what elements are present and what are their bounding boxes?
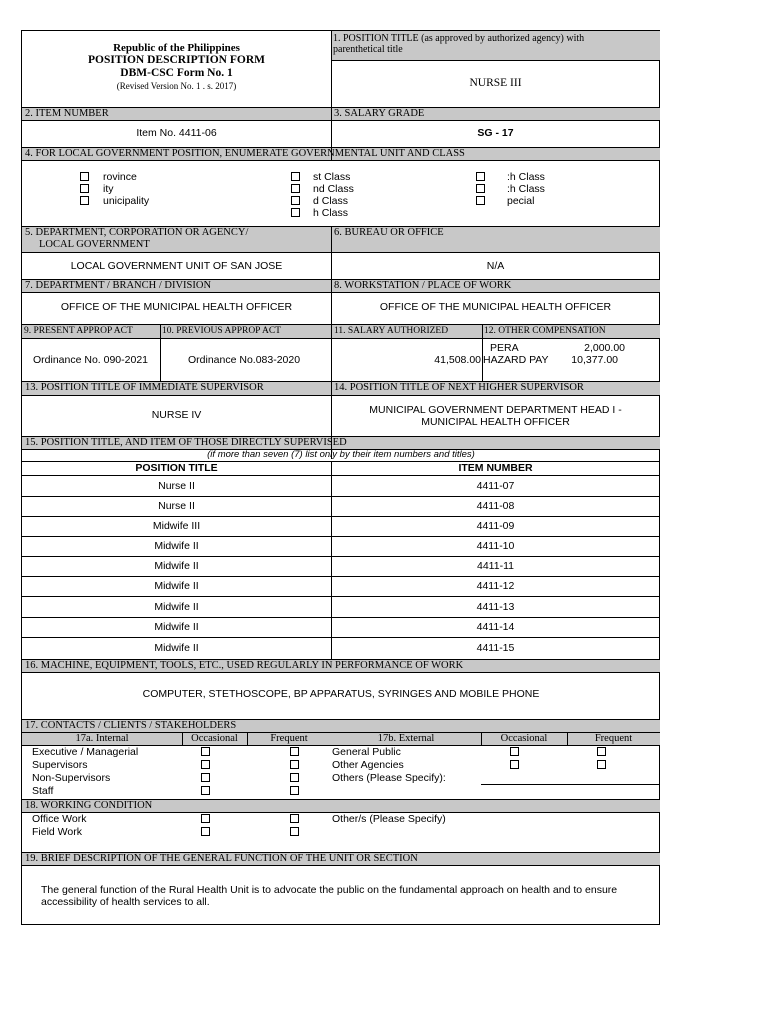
item-number-label: 2. ITEM NUMBER	[25, 108, 109, 119]
special-class-checkbox[interactable]	[476, 196, 485, 205]
class-option-label: st Class	[313, 171, 351, 183]
class-option-label: :h Class	[507, 171, 545, 183]
class-option-label: nd Class	[313, 183, 354, 195]
workstation-value[interactable]: OFFICE OF THE MUNICIPAL HEALTH OFFICER	[379, 301, 612, 313]
present-approp-label: 9. PRESENT APPROP ACT	[24, 326, 133, 336]
working-condition-label: 18. WORKING CONDITION	[25, 800, 153, 811]
item-number-header: ITEM NUMBER	[458, 462, 533, 474]
contact-staff-label: Staff	[32, 785, 54, 797]
contact-others-label: Others (Please Specify):	[332, 772, 446, 784]
field-work-frequent-checkbox[interactable]	[290, 827, 299, 836]
class-option-label: d Class	[313, 195, 349, 207]
class-option-label: :h Class	[507, 183, 545, 195]
external-frequent-header: Frequent	[594, 733, 633, 744]
internal-header: 17a. Internal	[75, 733, 129, 744]
supervised-item-number[interactable]: 4411-12	[476, 580, 515, 592]
office-work-occasional-checkbox[interactable]	[201, 814, 210, 823]
next-supervisor-label: 14. POSITION TITLE OF NEXT HIGHER SUPERVISOR	[334, 382, 584, 393]
office-work-label: Office Work	[32, 813, 87, 825]
supervised-position-title[interactable]: Midwife II	[154, 540, 199, 552]
other-conditions-label: Other/s (Please Specify)	[332, 813, 446, 825]
staff-frequent-checkbox[interactable]	[290, 786, 299, 795]
republic-text: Republic of the Philippines	[113, 42, 240, 54]
pera-label: PERA	[490, 342, 519, 354]
supervised-note: (if more than seven (7) list only by their item numbers and titles)	[207, 449, 475, 460]
position-title-header: POSITION TITLE	[135, 462, 218, 474]
general-function-value[interactable]: The general function of the Rural Health Unit is to advocate the public on the fundamental approach on health and to ensure accessibility of health services to all.	[41, 884, 618, 908]
immediate-supervisor-label: 13. POSITION TITLE OF IMMEDIATE SUPERVISOR	[25, 382, 264, 393]
present-approp-value[interactable]: Ordinance No. 090-2021	[33, 354, 148, 366]
bureau-label: 6. BUREAU OR OFFICE	[334, 227, 444, 238]
class-6-checkbox[interactable]	[476, 184, 485, 193]
division-label: 7. DEPARTMENT / BRANCH / DIVISION	[25, 280, 212, 291]
general-public-occasional-checkbox[interactable]	[510, 747, 519, 756]
supervised-position-title[interactable]: Nurse II	[158, 500, 195, 512]
equipment-value[interactable]: COMPUTER, STETHOSCOPE, BP APPARATUS, SYRINGES AND MOBILE PHONE	[142, 688, 540, 700]
supervised-position-title[interactable]: Nurse II	[158, 480, 195, 492]
other-agencies-frequent-checkbox[interactable]	[597, 760, 606, 769]
department-label-2: LOCAL GOVERNMENT	[39, 239, 150, 250]
bureau-value[interactable]: N/A	[486, 260, 505, 272]
next-supervisor-value-1[interactable]: MUNICIPAL GOVERNMENT DEPARTMENT HEAD I -	[369, 404, 622, 416]
non-supervisors-frequent-checkbox[interactable]	[290, 773, 299, 782]
internal-frequent-header: Frequent	[270, 733, 308, 744]
supervised-position-title[interactable]: Midwife II	[154, 642, 199, 654]
class-5-checkbox[interactable]	[476, 172, 485, 181]
supervised-label: 15. POSITION TITLE, AND ITEM OF THOSE DIRECTLY SUPERVISED	[25, 437, 347, 448]
field-work-label: Field Work	[32, 826, 82, 838]
salary-grade-value[interactable]: SG - 17	[477, 127, 514, 139]
position-description-form	[21, 30, 660, 925]
pera-value[interactable]: 2,000.00	[584, 342, 625, 354]
salary-authorized-value[interactable]: 41,508.00	[434, 354, 481, 366]
division-value[interactable]: OFFICE OF THE MUNICIPAL HEALTH OFFICER	[60, 301, 293, 313]
executive-occasional-checkbox[interactable]	[201, 747, 210, 756]
class-4-checkbox[interactable]	[291, 208, 300, 217]
workstation-label: 8. WORKSTATION / PLACE OF WORK	[334, 280, 512, 291]
department-label: 5. DEPARTMENT, CORPORATION OR AGENCY/	[25, 227, 249, 238]
contact-supervisors-label: Supervisors	[32, 759, 88, 771]
position-title-label: 1. POSITION TITLE (as approved by authorized agency) with parenthetical title	[333, 33, 585, 55]
municipality-checkbox[interactable]	[80, 196, 89, 205]
class-2-checkbox[interactable]	[291, 184, 300, 193]
general-public-frequent-checkbox[interactable]	[597, 747, 606, 756]
contact-general-public-label: General Public	[332, 746, 401, 758]
lgu-class-label: 4. FOR LOCAL GOVERNMENT POSITION, ENUMERATE GOVERNMENTAL UNIT AND CLASS	[25, 148, 465, 159]
class-3-checkbox[interactable]	[291, 196, 300, 205]
department-value[interactable]: LOCAL GOVERNMENT UNIT OF SAN JOSE	[70, 260, 283, 272]
lgu-option-label: ity	[103, 183, 114, 195]
item-number-value[interactable]: Item No. 4411-06	[136, 127, 217, 139]
lgu-option-label: rovince	[103, 171, 137, 183]
next-supervisor-value-2[interactable]: MUNICIPAL HEALTH OFFICER	[421, 416, 570, 428]
lgu-option-label: unicipality	[103, 195, 150, 207]
previous-approp-label: 10. PREVIOUS APPROP ACT	[162, 326, 281, 336]
supervisors-frequent-checkbox[interactable]	[290, 760, 299, 769]
form-revision: (Revised Version No. 1 . s. 2017)	[116, 81, 237, 91]
other-agencies-occasional-checkbox[interactable]	[510, 760, 519, 769]
supervised-item-number[interactable]: 4411-10	[476, 540, 515, 552]
contact-executive-label: Executive / Managerial	[32, 746, 139, 758]
form-number: DBM-CSC Form No. 1	[120, 67, 233, 79]
class-1-checkbox[interactable]	[291, 172, 300, 181]
class-option-label: pecial	[507, 195, 535, 207]
previous-approp-value[interactable]: Ordinance No.083-2020	[188, 354, 301, 366]
supervised-item-number[interactable]: 4411-07	[476, 480, 515, 492]
hazard-pay-value[interactable]: 10,377.00	[571, 354, 618, 366]
class-option-label: h Class	[313, 207, 349, 219]
staff-occasional-checkbox[interactable]	[201, 786, 210, 795]
office-work-frequent-checkbox[interactable]	[290, 814, 299, 823]
field-work-occasional-checkbox[interactable]	[201, 827, 210, 836]
supervised-item-number[interactable]: 4411-09	[476, 520, 515, 532]
form-name: POSITION DESCRIPTION FORM	[88, 54, 265, 66]
supervised-item-number[interactable]: 4411-11	[477, 560, 514, 572]
position-title-value[interactable]: NURSE III	[469, 77, 522, 89]
general-function-label: 19. BRIEF DESCRIPTION OF THE GENERAL FUNCTION OF THE UNIT OR SECTION	[25, 853, 418, 864]
salary-authorized-label: 11. SALARY AUTHORIZED	[334, 326, 449, 336]
province-checkbox[interactable]	[80, 172, 89, 181]
city-checkbox[interactable]	[80, 184, 89, 193]
supervised-item-number[interactable]: 4411-14	[476, 621, 515, 633]
hazard-pay-label: HAZARD PAY	[483, 354, 549, 366]
supervised-item-number[interactable]: 4411-15	[476, 642, 515, 654]
supervised-position-title[interactable]: Midwife III	[152, 520, 201, 532]
contacts-label: 17. CONTACTS / CLIENTS / STAKEHOLDERS	[25, 720, 237, 731]
salary-grade-label: 3. SALARY GRADE	[334, 108, 425, 119]
supervisors-occasional-checkbox[interactable]	[201, 760, 210, 769]
external-occasional-header: Occasional	[500, 733, 548, 744]
immediate-supervisor-value[interactable]: NURSE IV	[151, 409, 202, 421]
supervised-position-title[interactable]: Midwife II	[154, 601, 199, 613]
supervised-item-number[interactable]: 4411-13	[476, 601, 515, 613]
contact-non-supervisors-label: Non-Supervisors	[32, 772, 111, 784]
non-supervisors-occasional-checkbox[interactable]	[201, 773, 210, 782]
supervised-position-title[interactable]: Midwife II	[154, 621, 199, 633]
internal-occasional-header: Occasional	[191, 733, 238, 744]
equipment-label: 16. MACHINE, EQUIPMENT, TOOLS, ETC., USED REGULARLY IN PERFORMANCE OF WORK	[25, 660, 464, 671]
supervised-position-title[interactable]: Midwife II	[154, 580, 199, 592]
supervised-position-title[interactable]: Midwife II	[154, 560, 199, 572]
contact-other-agencies-label: Other Agencies	[332, 759, 404, 771]
supervised-item-number[interactable]: 4411-08	[476, 500, 515, 512]
executive-frequent-checkbox[interactable]	[290, 747, 299, 756]
external-header: 17b. External	[377, 733, 435, 744]
other-compensation-label: 12. OTHER COMPENSATION	[484, 326, 606, 336]
